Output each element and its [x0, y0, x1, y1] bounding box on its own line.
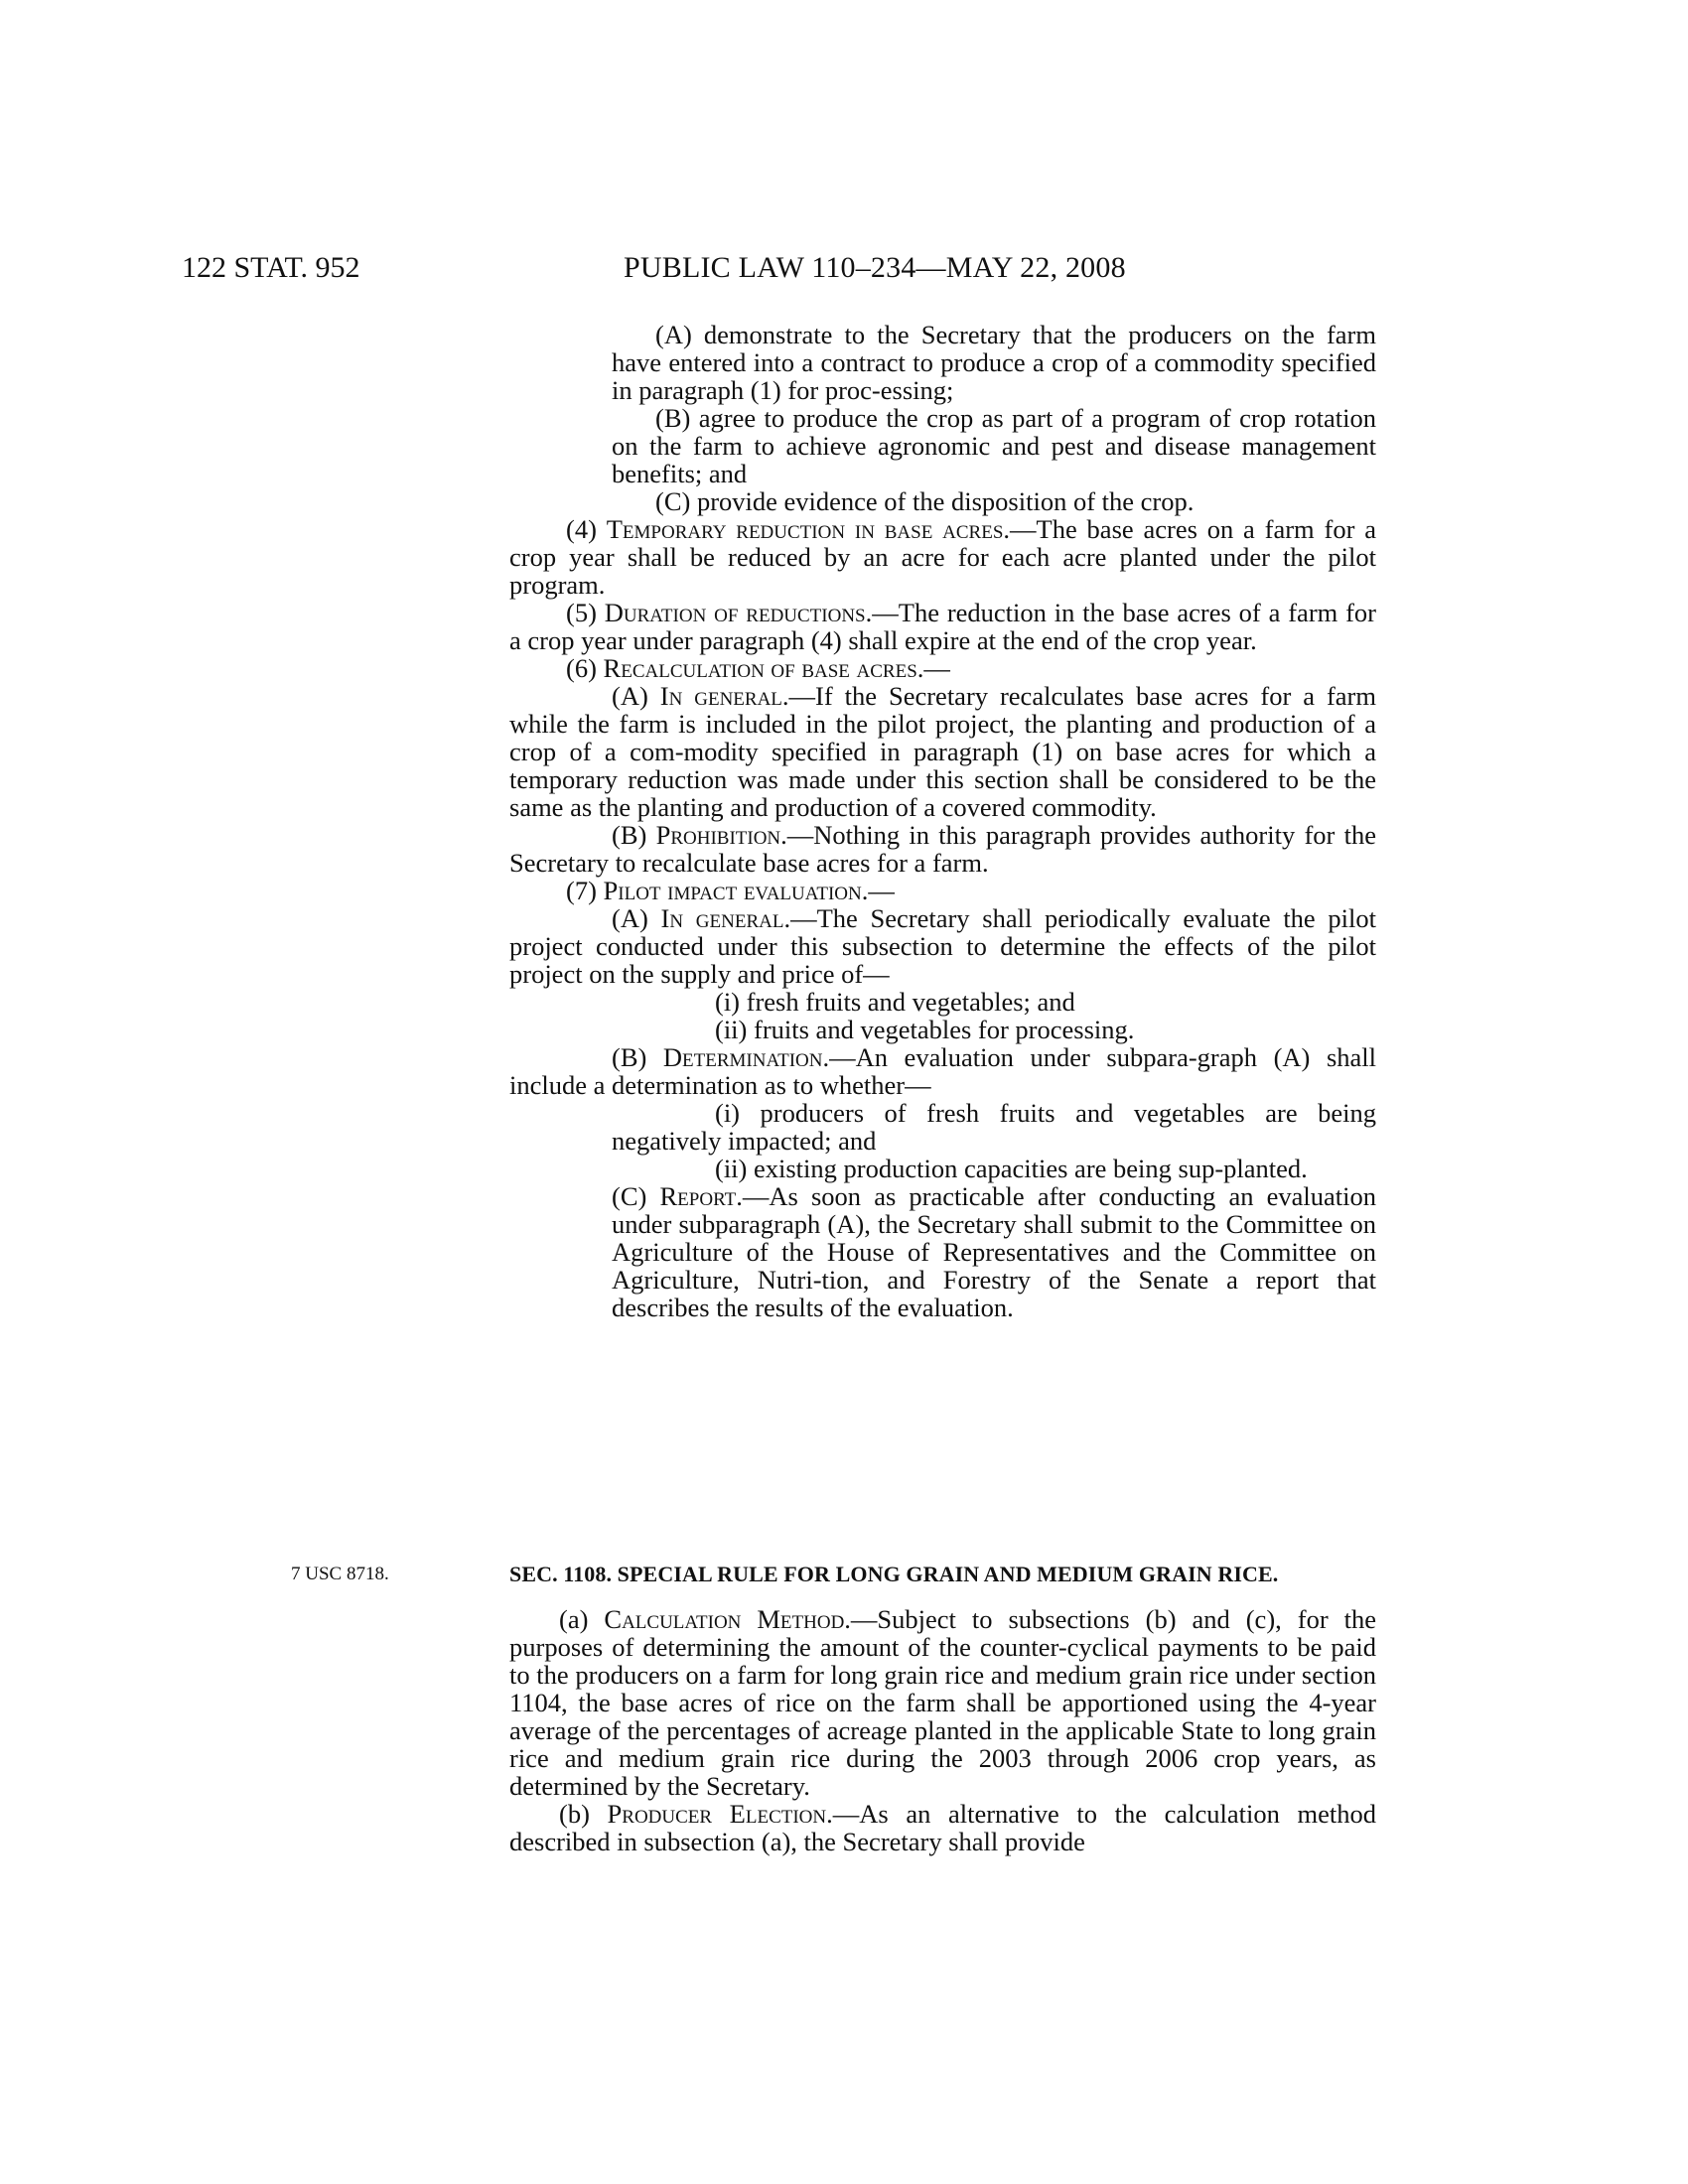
subparagraph-7b: (B) Determination.—An evaluation under subpara-graph (A) shall include a determination as to whether—: [509, 1042, 1376, 1100]
subparagraph-7a: (A) In general.—The Secretary shall periodically evaluate the pilot project conducted under this subsection to determine the effects of the pilot project on the supply and price of—: [509, 903, 1377, 989]
clause-7b-ii: (ii) existing production capacities are being sup-planted.: [715, 1154, 1308, 1183]
running-head: PUBLIC LAW 110–234—MAY 22, 2008: [624, 251, 1126, 284]
clause-7a-ii: (ii) fruits and vegetables for processing.: [715, 1015, 1135, 1044]
clause-b: (B) agree to produce the crop as part of a program of crop rotation on the farm to achieve agronomic and pest and disease management benefits; and: [612, 403, 1376, 488]
subsection-a: (a) Calculation Method.—Subject to subsections (b) and (c), for the purposes of determining the amount of the counter-cyclical payments to be paid to the producers on a farm for long grain rice and medium grain rice under section 1104, the base acres of rice on the farm shall be apportioned using the 4-year average of the percentages of acreage planted in the applicable State to long grain rice and medium grain rice during the 2003 through 2006 crop years, as determined by the Secretary.: [509, 1604, 1376, 1801]
paragraph-4: (4) Temporary reduction in base acres.—The base acres on a farm for a crop year shall be reduced by an acre for each acre planted under the pilot program.: [509, 514, 1376, 600]
usc-margin-note: 7 USC 8718.: [291, 1564, 389, 1584]
subsection-b: (b) Producer Election.—As an alternative to the calculation method described in subsection (a), the Secretary shall provide: [509, 1799, 1376, 1856]
subparagraph-7c: (C) Report.—As soon as practicable after conducting an evaluation under subparagraph (A), the Secretary shall submit to the Committee on Agriculture of the House of Representatives and the Committee on Agriculture, Nutri-tion, and Forestry of the Senate a report that describes the results of the evaluation.: [612, 1181, 1376, 1322]
clause-a: (A) demonstrate to the Secretary that the producers on the farm have entered into a contract to produce a crop of a commodity specified in paragraph (1) for proc-essing;: [612, 320, 1376, 405]
paragraph-heading: Pilot impact evaluation.: [603, 876, 869, 905]
subparagraph-6b: (B) Prohibition.—Nothing in this paragraph provides authority for the Secretary to recalculate base acres for a farm.: [509, 820, 1376, 878]
subsection-heading: Calculation Method.: [604, 1604, 851, 1634]
paragraph-heading: Temporary reduction in base acres.: [606, 514, 1011, 544]
subparagraph-heading: Determination.: [662, 1042, 830, 1072]
section-body: [509, 1605, 1376, 1855]
subparagraph-heading: Prohibition.: [655, 820, 787, 850]
clause-7b-i: (i) producers of fresh fruits and vegetables are being negatively impacted; and: [612, 1098, 1376, 1156]
paragraph-heading: Duration of reductions.: [604, 598, 873, 627]
subsection-heading: Producer Election.: [607, 1799, 833, 1829]
paragraph-5: (5) Duration of reductions.—The reduction in the base acres of a farm for a crop year under paragraph (4) shall expire at the end of the crop year.: [509, 598, 1377, 655]
stat-page-number: 122 STAT. 952: [182, 251, 360, 284]
body-text: [509, 321, 1376, 1321]
subparagraph-6a: (A) In general.—If the Secretary recalculates base acres for a farm while the farm is included in the pilot project, the planting and production of a crop of a com-modity specified in paragraph (1) on base acres for which a temporary reduction was made under this section shall be considered to be the same as the planting and production of a covered commodity.: [509, 681, 1376, 822]
subparagraph-heading: In general.: [659, 681, 789, 711]
subparagraph-heading: In general.: [660, 903, 791, 933]
paragraph-heading: Recalculation of base acres.: [603, 653, 924, 683]
section-heading: SEC. 1108. SPECIAL RULE FOR LONG GRAIN AND MEDIUM GRAIN RICE.: [509, 1562, 1279, 1586]
subparagraph-heading: Report.: [659, 1181, 743, 1211]
paragraph-6: (6) Recalculation of base acres.—: [566, 653, 950, 683]
clause-c: (C) provide evidence of the disposition of the crop.: [655, 486, 1195, 516]
clause-7a-i: (i) fresh fruits and vegetables; and: [715, 987, 1075, 1017]
paragraph-7: (7) Pilot impact evaluation.—: [566, 876, 895, 905]
